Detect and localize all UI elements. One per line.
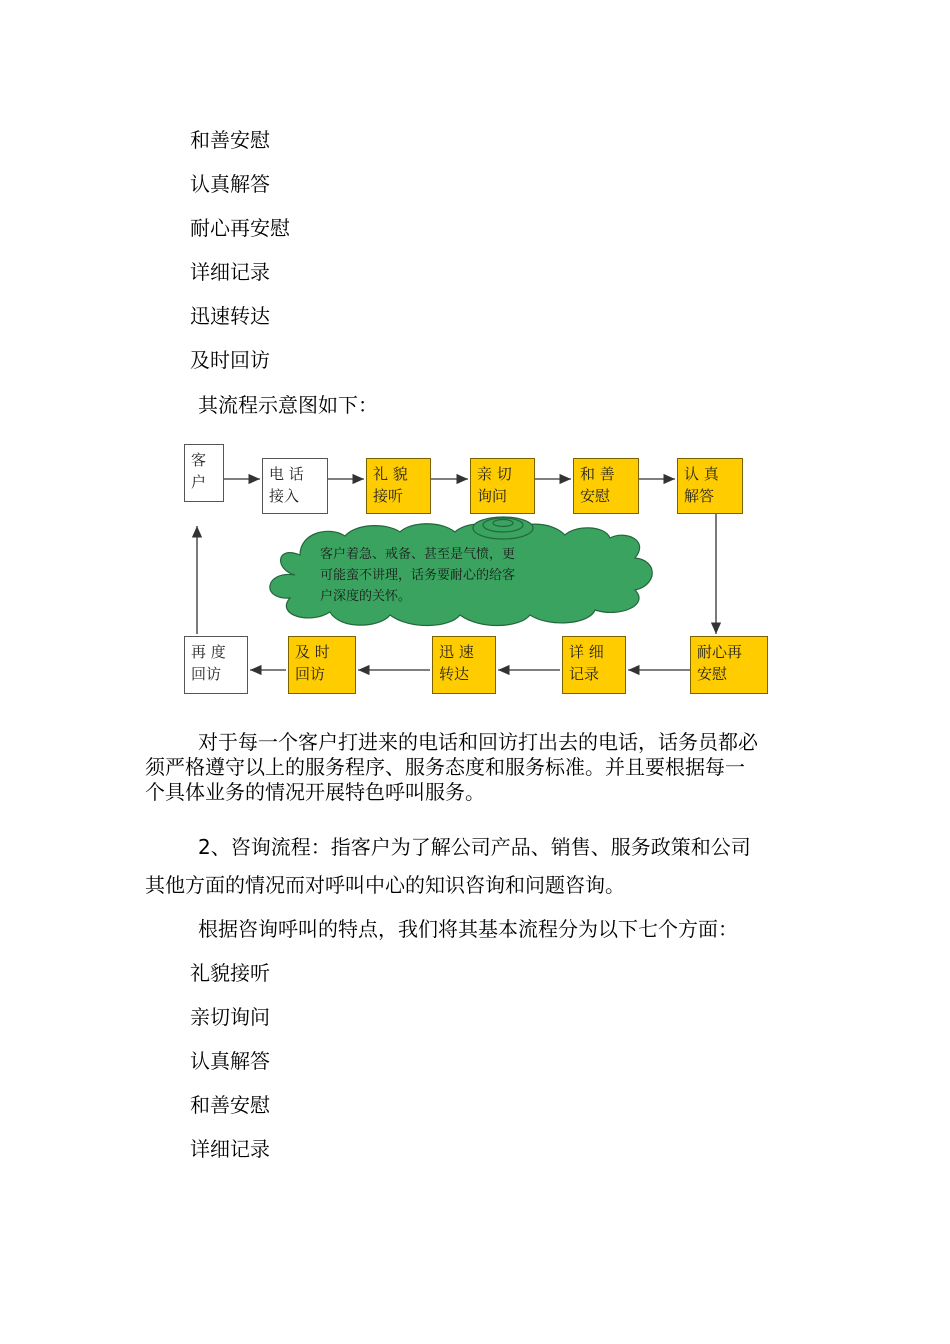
list-item: 亲切询问 [190, 1005, 270, 1029]
flow-node-earnest-answer: 认 真 解答 [677, 458, 743, 514]
flow-node-cordial-inquiry: 亲 切 询问 [470, 458, 535, 514]
flow-node-detailed-record: 详 细 记录 [562, 636, 626, 694]
list-item: 详细记录 [190, 260, 270, 284]
list-item: 耐心再安慰 [190, 216, 290, 240]
flow-node-phone-in: 电 话 接入 [262, 458, 328, 514]
flow-node-customer: 客 户 [184, 444, 224, 502]
list-item: 认真解答 [190, 172, 270, 196]
list-item: 和善安慰 [190, 128, 270, 152]
list-item: 和善安慰 [190, 1093, 270, 1117]
paragraph-line: 个具体业务的情况开展特色呼叫服务。 [145, 780, 485, 804]
list-item: 详细记录 [190, 1137, 270, 1161]
paragraph-line: 根据咨询呼叫的特点，我们将其基本流程分为以下七个方面： [198, 917, 738, 941]
flow-node-timely-revisit: 及 时 回访 [288, 636, 356, 694]
flow-node-quick-relay: 迅 速 转达 [432, 636, 496, 694]
flow-diagram [180, 440, 780, 700]
list-item: 礼貌接听 [190, 961, 270, 985]
flow-node-second-revisit: 再 度 回访 [184, 636, 248, 694]
flow-node-polite-answer: 礼 貌 接听 [366, 458, 431, 514]
paragraph-line: 其他方面的情况而对呼叫中心的知识咨询和问题咨询。 [145, 873, 625, 897]
paragraph-line: 须严格遵守以上的服务程序、服务态度和服务标准。并且要根据每一 [145, 755, 745, 779]
flow-node-kind-comfort: 和 善 安慰 [573, 458, 639, 514]
cloud-text: 客户着急、戒备、甚至是气愤，更 可能蛮不讲理，话务要耐心的给客 户深度的关怀。 [320, 547, 516, 604]
flow-node-patient-comfort: 耐心再 安慰 [690, 636, 768, 694]
list-item: 迅速转达 [190, 304, 270, 328]
list-item: 及时回访 [190, 348, 270, 372]
paragraph-line: 对于每一个客户打进来的电话和回访打出去的电话，话务员都必 [198, 730, 758, 754]
diagram-intro: 其流程示意图如下： [198, 393, 378, 417]
list-item: 认真解答 [190, 1049, 270, 1073]
section-heading-line: 2、咨询流程：指客户为了解公司产品、销售、服务政策和公司 [198, 835, 751, 859]
